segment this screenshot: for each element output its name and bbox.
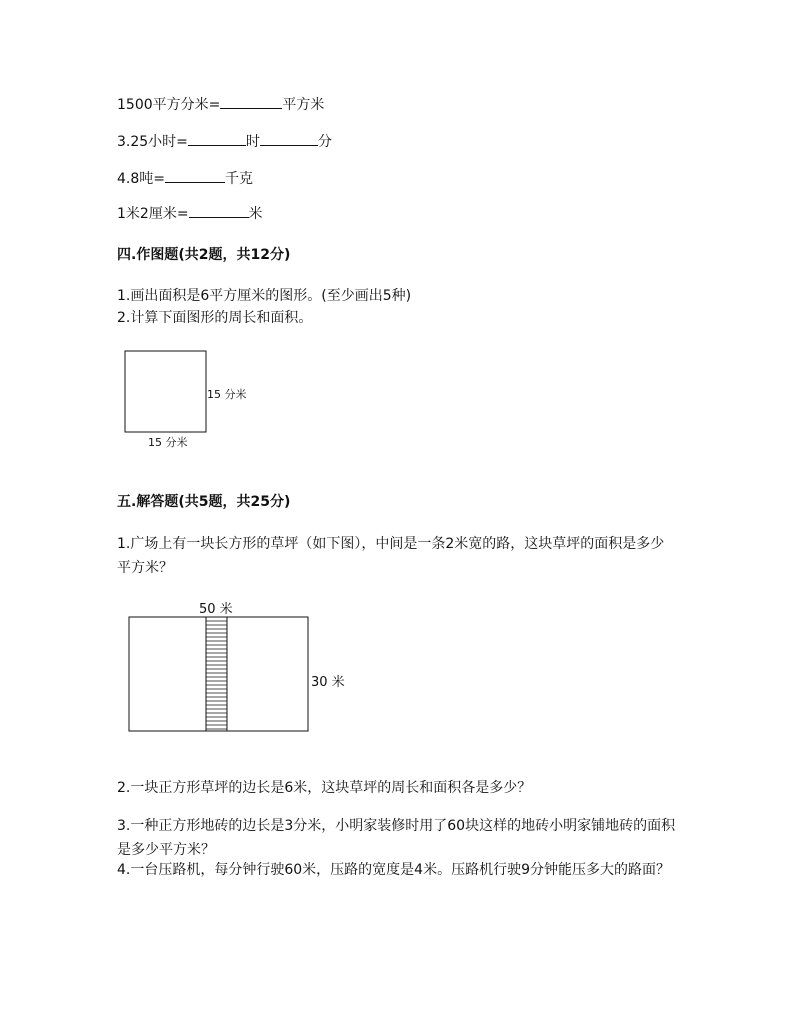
section-5-question-3: 3.一种正方形地砖的边长是3分米，小明家装修时用了60块这样的地砖小明家铺地砖的面积是多少平方米？ xyxy=(117,818,676,858)
section-4-question-1: 1.画出面积是6平方厘米的图形。(至少画出5种) xyxy=(117,288,412,304)
conversion-4-after: 米 xyxy=(248,206,263,222)
conversion-1-after: 平方米 xyxy=(282,97,325,113)
section-4-heading: 四.作图题(共2题，共12分) xyxy=(117,247,291,263)
conversion-2-middle: 时 xyxy=(245,134,260,150)
section-5-question-4: 4.一台压路机，每分钟行驶60米，压路的宽度是4米。压路机行驶9分钟能压多大的路面？ xyxy=(117,862,670,878)
square-bottom-label: 15 分米 xyxy=(148,436,188,449)
section-5-heading: 五.解答题(共5题，共25分) xyxy=(117,494,291,510)
conversion-3-after: 千克 xyxy=(225,171,253,187)
conversion-1-before: 1500平方分米= xyxy=(117,97,221,113)
lawn-side-label: 30 米 xyxy=(311,675,345,690)
conversion-2-before: 3.25小时= xyxy=(117,134,188,150)
square-figure xyxy=(125,351,206,432)
section-4-question-2: 2.计算下面图形的周长和面积。 xyxy=(117,310,313,326)
section-5-question-2: 2.一块正方形草坪的边长是6米，这块草坪的周长和面积各是多少？ xyxy=(117,780,532,796)
conversion-4-before: 1米2厘米= xyxy=(117,206,189,222)
section-5-question-1: 1.广场上有一块长方形的草坪（如下图），中间是一条2米宽的路，这块草坪的面积是多少平方米？ xyxy=(117,536,665,576)
conversion-2-after: 分 xyxy=(317,134,332,150)
lawn-top-label: 50 米 xyxy=(199,602,233,617)
square-side-label: 15 分米 xyxy=(207,388,247,401)
conversion-3-before: 4.8吨= xyxy=(117,171,165,187)
road-strip xyxy=(206,617,227,731)
